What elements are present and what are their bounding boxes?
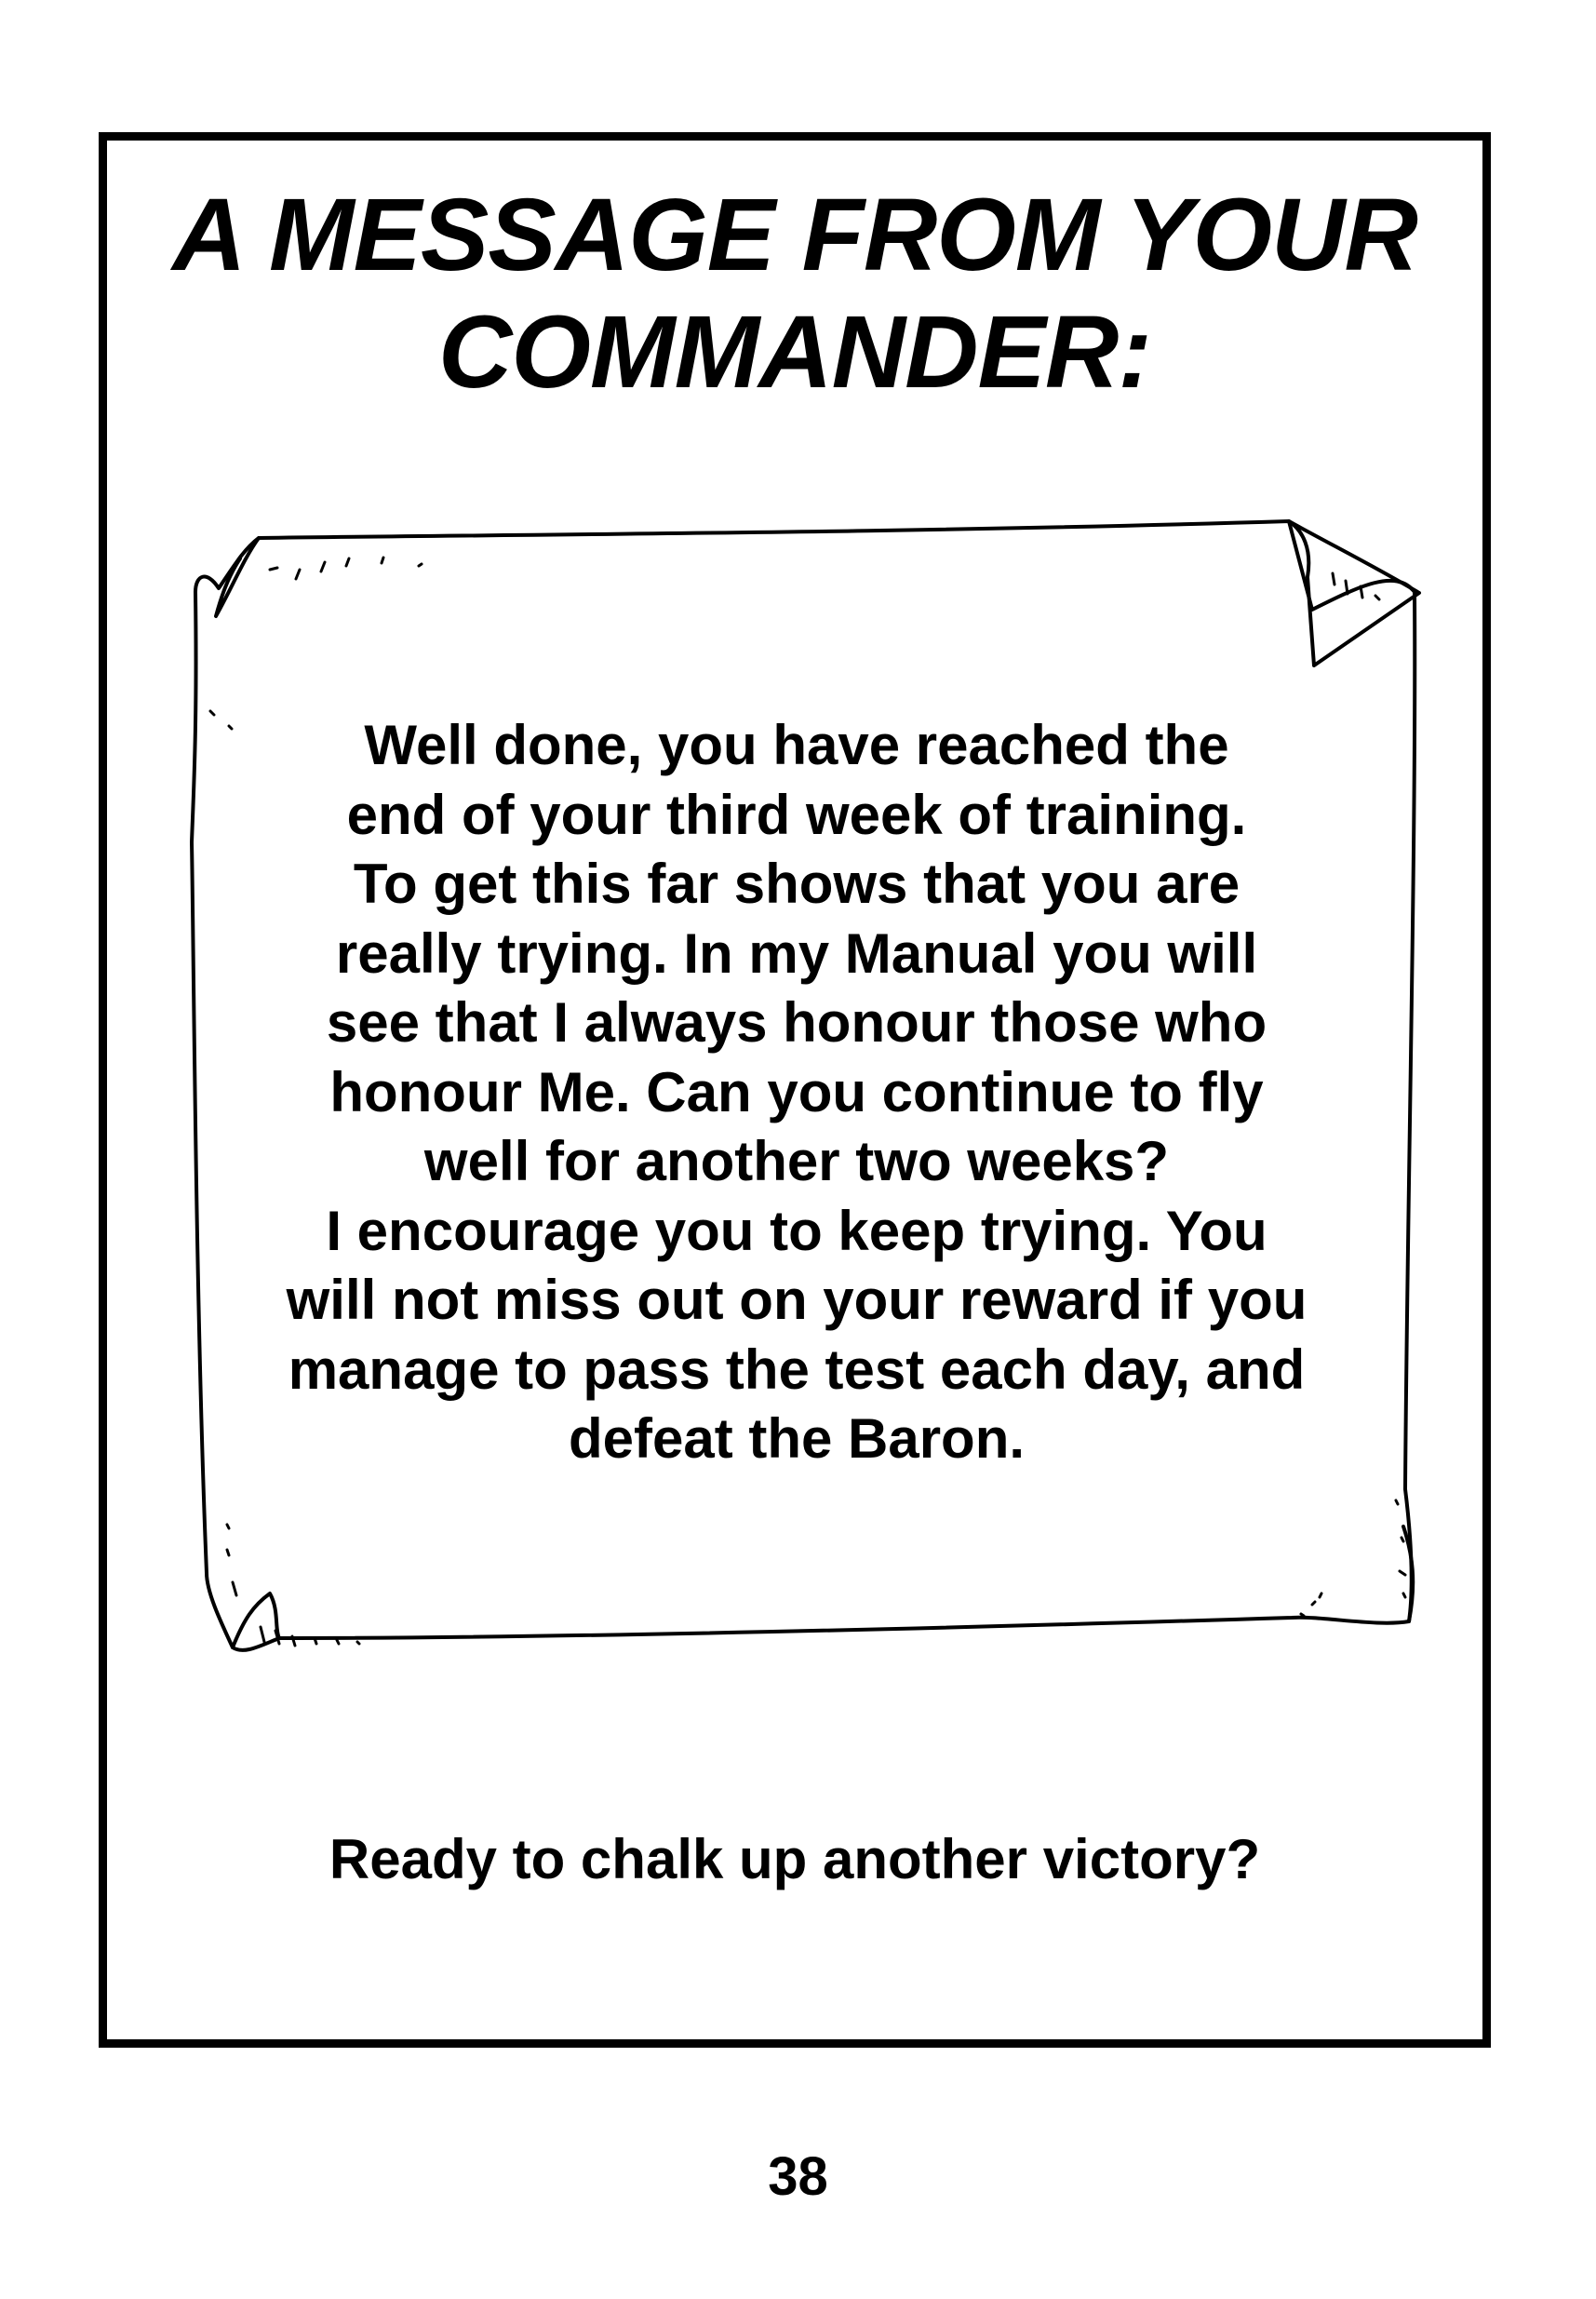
message-line: manage to pass the test each day, and (288, 1338, 1306, 1401)
message-line: I encourage you to keep trying. You (326, 1199, 1267, 1262)
message-line: Well done, you have reached the (364, 714, 1229, 776)
message-line: honour Me. Can you continue to fly (329, 1060, 1264, 1123)
message-line: really trying. In my Manual you will (335, 921, 1258, 985)
commander-message (210, 711, 1383, 1474)
closing-question: Ready to chalk up another victory? (329, 1828, 1261, 1890)
message-line: see that I always honour those who (326, 991, 1267, 1054)
page-number: 38 (768, 2146, 828, 2207)
page-title-line-1: A MESSAGE FROM YOUR (172, 178, 1417, 292)
page-title-line-2: COMMANDER: (437, 295, 1151, 410)
message-line: defeat the Baron. (568, 1407, 1026, 1470)
message-line: will not miss out on your reward if you (286, 1269, 1308, 1331)
message-line: well for another two weeks? (423, 1130, 1170, 1192)
scroll-top-left-curl (216, 538, 259, 616)
message-line: To get this far shows that you are (353, 853, 1241, 915)
scroll-top-right-fold (1289, 521, 1419, 666)
message-line: end of your third week of training. (346, 783, 1247, 846)
